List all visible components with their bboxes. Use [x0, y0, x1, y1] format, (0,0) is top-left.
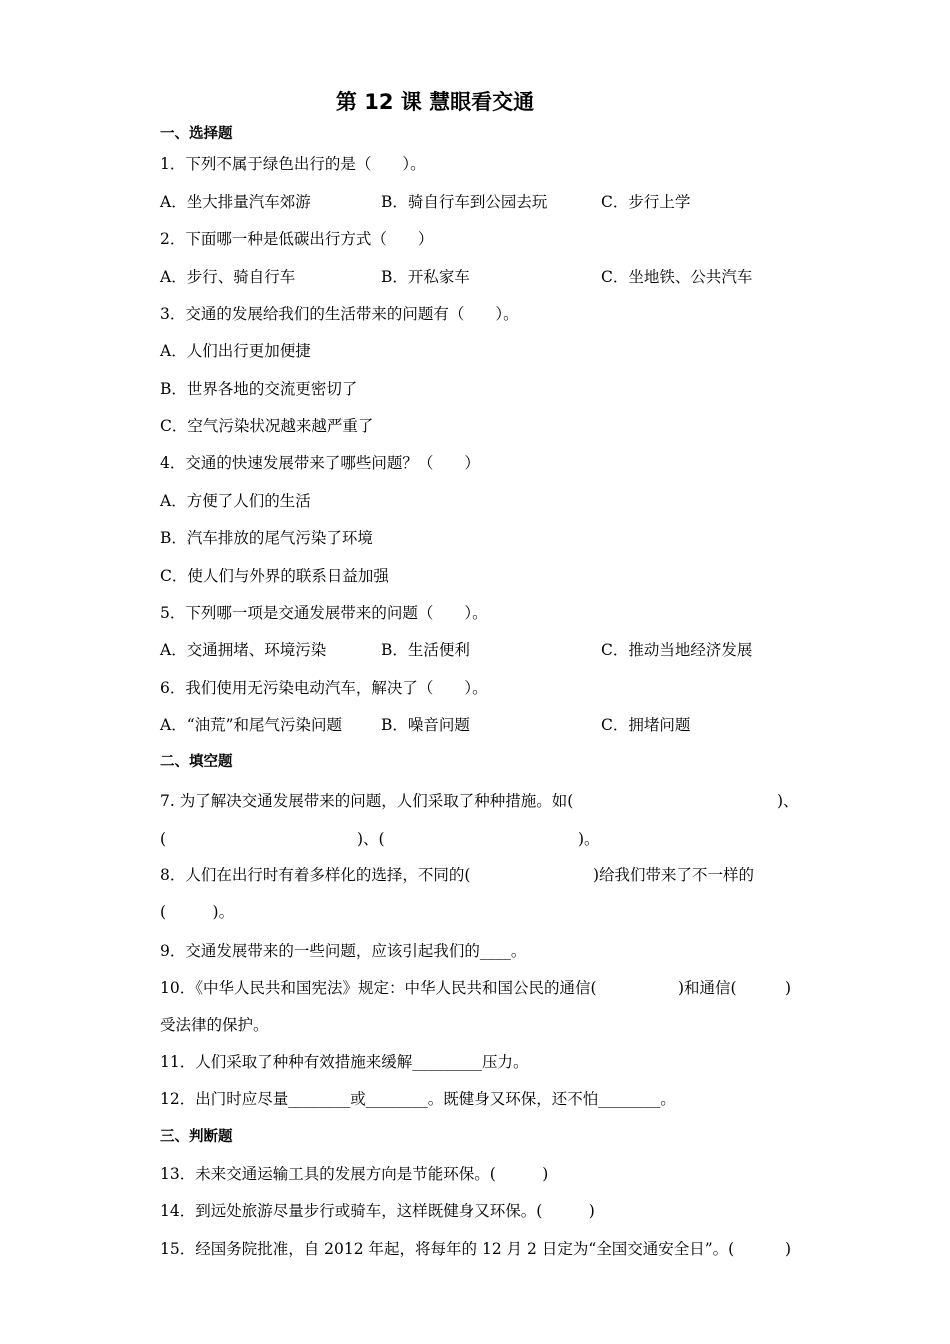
question-4-option-b: B．汽车排放的尾气污染了环境 — [160, 529, 373, 547]
question-8-line-1: 8．人们在出行时有着多样化的选择，不同的( — [160, 866, 471, 884]
page-title: 第 12 课 慧眼看交通 — [335, 90, 535, 114]
question-3-option-b: B．世界各地的交流更密切了 — [160, 380, 358, 398]
question-8-line-1-end: )给我们带来了不一样的 — [593, 866, 755, 884]
question-6-option-b: B．噪音问题 — [381, 716, 470, 734]
question-5-option-c: C．推动当地经济发展 — [601, 641, 753, 659]
section-heading-judge: 三、判断题 — [160, 1129, 233, 1145]
question-2-option-c: C．坐地铁、公共汽车 — [601, 268, 753, 286]
question-10-line-1: 10．《中华人民共和国宪法》规定：中华人民共和国公民的通信( — [160, 979, 597, 997]
question-3-option-c: C．空气污染状况越来越严重了 — [160, 417, 374, 435]
question-15-end: ) — [785, 1240, 792, 1258]
question-10-line-2: 受法律的保护。 — [160, 1016, 269, 1034]
question-7-blank-2-open: ( — [160, 830, 167, 848]
question-1-option-c: C．步行上学 — [601, 193, 691, 211]
question-7-line-1: 7. 为了解决交通发展带来的问题，人们采取了种种措施。如( — [160, 792, 574, 810]
question-3-stem: 3．交通的发展给我们的生活带来的问题有（ ）。 — [160, 305, 519, 323]
question-4-stem: 4．交通的快速发展带来了哪些问题？（ ） — [160, 454, 480, 472]
question-4-option-c: C．使人们与外界的联系日益加强 — [160, 567, 389, 585]
question-12: 12．出门时应尽量________或________。既健身又环保，还不怕________。 — [160, 1090, 676, 1108]
question-15: 15．经国务院批准，自 2012 年起，将每年的 12 月 2 日定为“全国交通安全日”。( — [160, 1240, 735, 1258]
question-13: 13．未来交通运输工具的发展方向是节能环保。( ) — [160, 1165, 549, 1183]
question-1-stem: 1．下列不属于绿色出行的是（ ）。 — [160, 155, 426, 173]
question-10-blank-2-open: )和通信( — [678, 979, 737, 997]
question-5-option-a: A．交通拥堵、环境污染 — [160, 641, 327, 659]
question-9: 9．交通发展带来的一些问题，应该引起我们的____。 — [160, 942, 527, 960]
question-10-end: ) — [785, 979, 792, 997]
question-1-option-a: A．坐大排量汽车郊游 — [160, 193, 311, 211]
question-3-option-a: A．人们出行更加便捷 — [160, 342, 311, 360]
question-11: 11．人们采取了种种有效措施来缓解_________压力。 — [160, 1053, 529, 1071]
question-1-option-b: B．骑自行车到公园去玩 — [381, 193, 548, 211]
question-8-line-2: ( )。 — [160, 903, 235, 921]
question-2-stem: 2．下面哪一种是低碳出行方式（ ） — [160, 230, 434, 248]
question-4-option-a: A．方便了人们的生活 — [160, 492, 311, 510]
question-7-blank-3-open: )、( — [357, 830, 385, 848]
section-heading-choice: 一、选择题 — [160, 126, 233, 142]
question-6-option-a: A．“油荒”和尾气污染问题 — [160, 716, 343, 734]
question-6-stem: 6．我们使用无污染电动汽车，解决了（ ）。 — [160, 679, 488, 697]
question-2-option-a: A．步行、骑自行车 — [160, 268, 296, 286]
question-5-option-b: B．生活便利 — [381, 641, 470, 659]
question-7-line-1-end: )、 — [777, 792, 799, 810]
question-2-option-b: B．开私家车 — [381, 268, 470, 286]
question-5-stem: 5．下列哪一项是交通发展带来的问题（ ）。 — [160, 604, 488, 622]
question-7-end: )。 — [578, 830, 600, 848]
section-heading-fill: 二、填空题 — [160, 754, 233, 770]
question-6-option-c: C．拥堵问题 — [601, 716, 691, 734]
question-14: 14．到远处旅游尽量步行或骑车，这样既健身又环保。( ) — [160, 1202, 595, 1220]
